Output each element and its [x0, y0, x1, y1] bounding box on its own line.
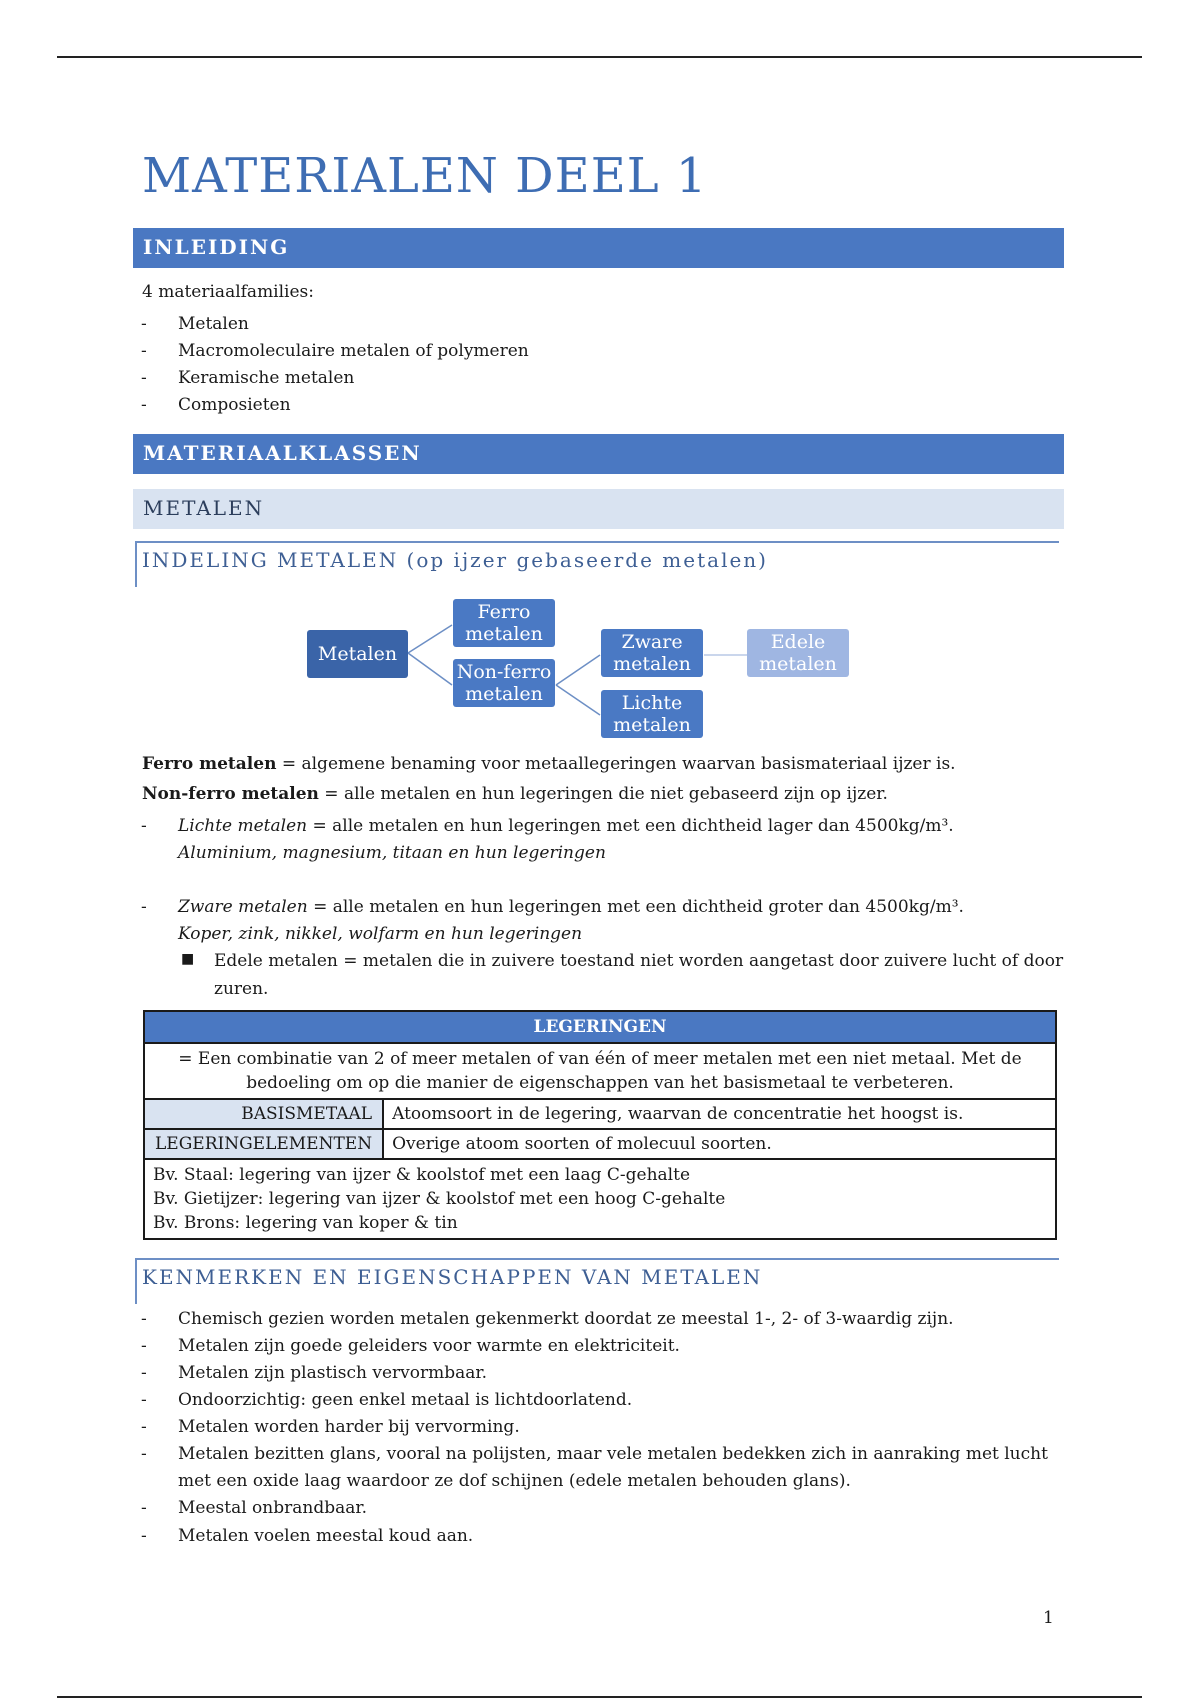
page-number: 1	[1043, 1608, 1054, 1628]
connector-line	[408, 653, 452, 685]
list-bullet: -	[141, 816, 147, 836]
list-item: Composieten	[178, 395, 291, 415]
page-title: MATERIALEN DEEL 1	[142, 148, 708, 204]
node-zware-metalen: Zware metalen	[601, 629, 703, 677]
examples-lichte: Aluminium, magnesium, titaan en hun legeringen	[178, 843, 606, 863]
table-row	[144, 1129, 1056, 1159]
legeringen-table	[143, 1010, 1057, 1240]
list-item: Metalen	[178, 314, 249, 334]
definition-edele-line2: zuren.	[214, 979, 269, 999]
list-bullet: -	[141, 1309, 147, 1329]
term-ferro: Ferro metalen	[142, 754, 277, 774]
list-item: Ondoorzichtig: geen enkel metaal is lichtdoorlatend.	[178, 1390, 633, 1410]
list-bullet: -	[141, 1498, 147, 1518]
list-item: Metalen zijn goede geleiders voor warmte en elektriciteit.	[178, 1336, 680, 1356]
list-item: Metalen worden harder bij vervorming.	[178, 1417, 520, 1437]
legeringen-definition: = Een combinatie van 2 of meer metalen of van één of meer metalen met een niet metaal. Met de bedoeling om op die manier de eigenschappen van het basismetaal te verbeteren.	[144, 1043, 1056, 1099]
node-ferro-metalen: Ferro metalen	[453, 599, 555, 647]
inleiding-intro: 4 materiaalfamilies:	[142, 282, 315, 302]
examples-zware: Koper, zink, nikkel, wolfarm en hun legeringen	[178, 924, 583, 944]
list-bullet: -	[141, 395, 147, 415]
heading-kenmerken: KENMERKEN EN EIGENSCHAPPEN VAN METALEN	[135, 1258, 1059, 1304]
row-value-basismetaal: Atoomsoort in de legering, waarvan de concentratie het hoogst is.	[383, 1099, 1056, 1129]
table-row	[144, 1159, 1056, 1239]
example-line: Bv. Gietijzer: legering van ijzer & koolstof met een hoog C-gehalte	[153, 1189, 726, 1209]
row-label-legeringelementen: LEGERINGELEMENTEN	[144, 1129, 383, 1159]
list-bullet: -	[141, 1526, 147, 1546]
list-bullet: -	[141, 341, 147, 361]
term-lichte: Lichte metalen	[178, 816, 308, 836]
term-non-ferro: Non-ferro metalen	[142, 784, 319, 804]
node-non-ferro-metalen: Non-ferro metalen	[453, 659, 555, 707]
list-bullet: -	[141, 1417, 147, 1437]
example-line: Bv. Staal: legering van ijzer & koolstof met een laag C-gehalte	[153, 1165, 691, 1185]
legeringen-heading: LEGERINGEN	[144, 1011, 1056, 1043]
section-heading-materiaalklassen: MATERIAALKLASSEN	[133, 434, 1064, 474]
def-non-ferro: = alle metalen en hun legeringen die niet gebaseerd zijn op ijzer.	[318, 784, 888, 804]
connector-line	[556, 655, 600, 685]
table-row	[144, 1099, 1056, 1129]
list-bullet: -	[141, 897, 147, 917]
list-bullet: -	[141, 314, 147, 334]
def-zware: = alle metalen en hun legeringen met een dichtheid groter dan 4500kg/m³.	[307, 897, 964, 917]
list-bullet: -	[141, 1336, 147, 1356]
definition-lichte	[178, 816, 954, 836]
list-item-continuation: met een oxide laag waardoor ze dof schijnen (edele metalen behouden glans).	[178, 1471, 851, 1491]
list-item: Metalen bezitten glans, vooral na polijsten, maar vele metalen bedekken zich in aanraking met lucht	[178, 1444, 1048, 1464]
top-rule	[57, 56, 1142, 58]
row-value-legeringelementen: Overige atoom soorten of molecuul soorten.	[383, 1129, 1056, 1159]
list-bullet: -	[141, 368, 147, 388]
definition-ferro	[142, 754, 956, 774]
definition-non-ferro	[142, 784, 888, 804]
node-edele-metalen: Edele metalen	[747, 629, 849, 677]
example-line: Bv. Brons: legering van koper & tin	[153, 1213, 458, 1233]
list-item: Chemisch gezien worden metalen gekenmerkt doordat ze meestal 1-, 2- of 3-waardig zijn.	[178, 1309, 954, 1329]
node-lichte-metalen: Lichte metalen	[601, 690, 703, 738]
term-zware: Zware metalen	[178, 897, 308, 917]
list-item: Meestal onbrandbaar.	[178, 1498, 368, 1518]
list-bullet: -	[141, 1363, 147, 1383]
list-bullet: -	[141, 1390, 147, 1410]
section-heading-inleiding: INLEIDING	[133, 228, 1064, 268]
def-lichte: = alle metalen en hun legeringen met een dichtheid lager dan 4500kg/m³.	[307, 816, 954, 836]
def-ferro: = algemene benaming voor metaallegeringen waarvan basismateriaal ijzer is.	[276, 754, 956, 774]
definition-zware	[178, 897, 964, 917]
row-label-basismetaal: BASISMETAAL	[144, 1099, 383, 1129]
connector-line	[408, 625, 452, 653]
bottom-rule	[57, 1696, 1142, 1698]
list-item: Metalen zijn plastisch vervormbaar.	[178, 1363, 488, 1383]
heading-indeling-metalen: INDELING METALEN (op ijzer gebaseerde metalen)	[135, 541, 1059, 587]
list-item: Macromoleculaire metalen of polymeren	[178, 341, 529, 361]
connector-line	[556, 685, 600, 715]
definition-edele-line1: Edele metalen = metalen die in zuivere toestand niet worden aangetast door zuivere lucht of door	[214, 951, 1064, 971]
list-item: Keramische metalen	[178, 368, 355, 388]
list-item: Metalen voelen meestal koud aan.	[178, 1526, 474, 1546]
node-metalen: Metalen	[307, 630, 408, 678]
legeringen-examples	[144, 1159, 1056, 1239]
list-bullet: -	[141, 1444, 147, 1464]
subheading-metalen: METALEN	[133, 489, 1064, 529]
square-bullet-icon: ■	[181, 951, 195, 967]
table-row	[144, 1011, 1056, 1043]
table-row	[144, 1043, 1056, 1099]
